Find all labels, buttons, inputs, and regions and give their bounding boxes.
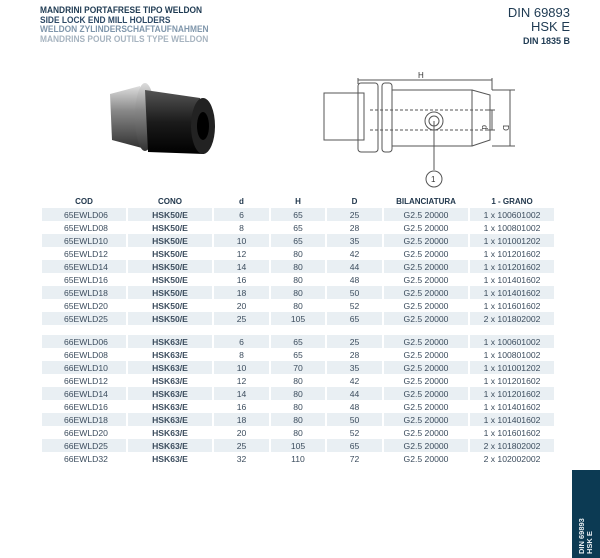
table-cell: 1 x 100801002	[483, 349, 541, 360]
table-cell: 80	[271, 260, 325, 273]
table-header	[42, 195, 554, 208]
table-cell: 42	[349, 375, 360, 386]
table-cell: 65EWLD25	[42, 312, 126, 325]
table-cell: G2.5 20000	[403, 274, 449, 285]
table-cell: 66EWLD12	[64, 375, 108, 386]
table-cell: 1 x 101601602	[483, 427, 541, 438]
table-cell: HSK63/E	[128, 335, 212, 348]
catalog-titles	[40, 6, 209, 44]
standard-block	[508, 6, 570, 46]
table-cell: 80	[271, 286, 325, 299]
table-row	[42, 439, 554, 452]
table-cell: 25	[327, 208, 382, 221]
technical-drawing	[320, 70, 520, 190]
table-cell: 14	[214, 260, 269, 273]
column-header: 1 - GRANO	[491, 197, 533, 206]
table-row	[42, 208, 554, 221]
table-row	[42, 299, 554, 312]
table-cell: 80	[293, 401, 303, 412]
table-cell: G2.5 20000	[384, 439, 468, 452]
callout-1: 1	[431, 175, 436, 184]
table-cell: G2.5 20000	[384, 312, 468, 325]
table-cell: 66EWLD32	[64, 453, 108, 464]
table-cell: 66EWLD25	[42, 439, 126, 452]
table-cell: 66EWLD06	[42, 335, 126, 348]
column-header: d	[239, 197, 244, 206]
table-cell: 65	[327, 439, 382, 452]
dim-h-label: H	[418, 71, 424, 80]
table-cell: 12	[236, 248, 247, 259]
table-cell: HSK50/E	[128, 208, 212, 221]
table-cell: HSK50/E	[128, 312, 212, 325]
table-row	[42, 312, 554, 325]
column-header: H	[295, 197, 301, 206]
group-spacer	[42, 325, 554, 335]
table-cell: 25	[214, 439, 269, 452]
column-header: BILANCIATURA	[396, 197, 456, 206]
table-cell: HSK63/E	[152, 375, 188, 386]
table-cell: 65	[271, 335, 325, 348]
table-cell: HSK50/E	[128, 234, 212, 247]
table-cell: HSK50/E	[128, 260, 212, 273]
table-cell: 14	[214, 387, 269, 400]
table-cell: 65EWLD20	[64, 300, 108, 311]
table-cell: 65	[293, 349, 303, 360]
table-cell: 1 x 101401602	[483, 401, 541, 412]
table-cell: 66EWLD18	[42, 413, 126, 426]
table-cell: 20	[236, 427, 247, 438]
table-cell: HSK50/E	[152, 222, 188, 233]
table-cell: 66EWLD10	[42, 361, 126, 374]
column-header: CONO	[158, 197, 182, 206]
table-cell: 52	[349, 300, 360, 311]
table-cell: 105	[271, 312, 325, 325]
table-cell: 44	[327, 387, 382, 400]
table-cell: HSK63/E	[128, 387, 212, 400]
table-cell: HSK50/E	[128, 286, 212, 299]
table-cell: 1 x 101201602	[470, 387, 554, 400]
table-cell: 105	[271, 439, 325, 452]
table-cell: 48	[349, 401, 360, 412]
table-cell: G2.5 20000	[384, 413, 468, 426]
product-table	[40, 195, 556, 465]
title-it: MANDRINI PORTAFRESE TIPO WELDON	[40, 5, 203, 15]
table-cell: G2.5 20000	[384, 260, 468, 273]
table-cell: 1 x 100601002	[470, 335, 554, 348]
table-cell: G2.5 20000	[403, 375, 449, 386]
table-cell: HSK63/E	[128, 361, 212, 374]
table-cell: HSK63/E	[152, 427, 188, 438]
dim-d-label: d	[480, 125, 489, 130]
table-cell: 1 x 101201602	[483, 375, 541, 386]
table-cell: HSK63/E	[152, 401, 188, 412]
table-cell: 18	[214, 413, 269, 426]
table-cell: 80	[271, 387, 325, 400]
table-cell: 80	[293, 375, 303, 386]
table-cell: HSK50/E	[152, 300, 188, 311]
table-cell: HSK50/E	[152, 248, 188, 259]
table-cell: 1 x 101601602	[483, 300, 541, 311]
table-cell: G2.5 20000	[403, 222, 449, 233]
din-secondary: DIN 1835 B	[522, 36, 570, 46]
table-cell: G2.5 20000	[403, 453, 449, 464]
table-row	[42, 426, 554, 439]
table-cell: 10	[214, 234, 269, 247]
table-cell: 20	[236, 300, 247, 311]
table-cell: 66EWLD08	[64, 349, 108, 360]
table-row	[42, 387, 554, 400]
table-cell: HSK63/E	[152, 453, 188, 464]
table-cell: 1 x 101001202	[470, 234, 554, 247]
table-cell: HSK50/E	[152, 274, 188, 285]
table-row	[42, 335, 554, 348]
table-cell: G2.5 20000	[403, 349, 449, 360]
title-de: WELDON ZYLINDERSCHAFTAUFNAHMEN	[40, 24, 209, 34]
side-section-tab	[572, 470, 600, 558]
table-cell: 65	[293, 222, 303, 233]
table-cell: 18	[214, 286, 269, 299]
table-cell: 6	[214, 208, 269, 221]
side-tab-hsk: HSK E	[585, 531, 594, 554]
table-cell: 1 x 101401602	[470, 286, 554, 299]
table-cell: G2.5 20000	[403, 401, 449, 412]
table-cell: 1 x 101201602	[470, 260, 554, 273]
side-tab-label	[578, 518, 594, 554]
title-fr: MANDRINS POUR OUTILS TYPE WELDON	[40, 33, 209, 44]
table-cell: 52	[349, 427, 360, 438]
table-cell: 65EWLD10	[42, 234, 126, 247]
table-row	[42, 374, 554, 387]
table-cell: 66EWLD20	[64, 427, 108, 438]
table-cell: 12	[236, 375, 247, 386]
table-cell: G2.5 20000	[403, 427, 449, 438]
table-cell: 10	[214, 361, 269, 374]
table-cell: 80	[271, 413, 325, 426]
table-cell: 65	[271, 208, 325, 221]
table-cell: 35	[327, 234, 382, 247]
table-cell: 16	[236, 401, 247, 412]
table-cell: 6	[214, 335, 269, 348]
table-cell: 2 x 101802002	[470, 439, 554, 452]
table-cell: G2.5 20000	[384, 387, 468, 400]
table-cell: 25	[214, 312, 269, 325]
column-header: D	[351, 197, 358, 206]
table-cell: G2.5 20000	[384, 208, 468, 221]
table-cell: 2 x 102002002	[483, 453, 541, 464]
table-cell: 48	[349, 274, 360, 285]
table-row	[42, 221, 554, 234]
din-standard: DIN 69893	[507, 5, 570, 20]
table-cell: HSK63/E	[128, 413, 212, 426]
table-cell: HSK63/E	[128, 439, 212, 452]
table-cell: 1 x 101001202	[470, 361, 554, 374]
hsk-type: HSK E	[530, 19, 570, 34]
table-row	[42, 260, 554, 273]
table-cell: G2.5 20000	[384, 361, 468, 374]
table-cell: 80	[293, 248, 303, 259]
table-cell: 80	[293, 274, 303, 285]
table-row	[42, 273, 554, 286]
table-cell: 110	[291, 453, 305, 464]
table-cell: 65	[327, 312, 382, 325]
table-cell: 1 x 101401602	[483, 274, 541, 285]
table-cell: 65EWLD18	[42, 286, 126, 299]
table-cell: 70	[271, 361, 325, 374]
table-cell: HSK63/E	[152, 349, 188, 360]
table-cell: G2.5 20000	[403, 300, 449, 311]
table-cell: 65	[271, 234, 325, 247]
table-cell: 1 x 101401602	[470, 413, 554, 426]
table-cell: 1 x 101201602	[483, 248, 541, 259]
table-cell: 35	[327, 361, 382, 374]
table-cell: 8	[239, 349, 244, 360]
table-cell: 65EWLD16	[64, 274, 108, 285]
table-cell: 65EWLD06	[42, 208, 126, 221]
table-cell: 1 x 100801002	[483, 222, 541, 233]
dim-D-label: D	[501, 125, 510, 131]
table-cell: 65EWLD14	[42, 260, 126, 273]
table-row	[42, 234, 554, 247]
table-cell: 65EWLD12	[64, 248, 108, 259]
table-cell: 66EWLD14	[42, 387, 126, 400]
table-cell: 2 x 101802002	[470, 312, 554, 325]
column-header: COD	[75, 197, 93, 206]
table-cell: 42	[349, 248, 360, 259]
table-cell: 72	[349, 453, 360, 464]
table-row	[42, 361, 554, 374]
table-cell: G2.5 20000	[403, 248, 449, 259]
product-photo	[100, 72, 230, 172]
table-cell: 16	[236, 274, 247, 285]
table-cell: 8	[239, 222, 244, 233]
table-row	[42, 286, 554, 299]
table-cell: 65EWLD08	[64, 222, 108, 233]
table-cell: 25	[327, 335, 382, 348]
table-cell: 32	[236, 453, 247, 464]
side-tab-din: DIN 69893	[577, 518, 586, 554]
table-cell: G2.5 20000	[384, 335, 468, 348]
table-cell: 1 x 100601002	[470, 208, 554, 221]
table-cell: 50	[327, 413, 382, 426]
table-cell: 80	[293, 427, 303, 438]
table-cell: G2.5 20000	[384, 286, 468, 299]
table-cell: 28	[349, 222, 360, 233]
table-cell: 28	[349, 349, 360, 360]
table-cell: 80	[293, 300, 303, 311]
table-row	[42, 400, 554, 413]
table-row	[42, 348, 554, 361]
title-en: SIDE LOCK END MILL HOLDERS	[40, 14, 171, 25]
table-cell: 66EWLD16	[64, 401, 108, 412]
table-cell: 50	[327, 286, 382, 299]
table-row	[42, 247, 554, 260]
table-cell: 44	[327, 260, 382, 273]
table-row	[42, 452, 554, 465]
table-cell: G2.5 20000	[384, 234, 468, 247]
table-row	[42, 413, 554, 426]
